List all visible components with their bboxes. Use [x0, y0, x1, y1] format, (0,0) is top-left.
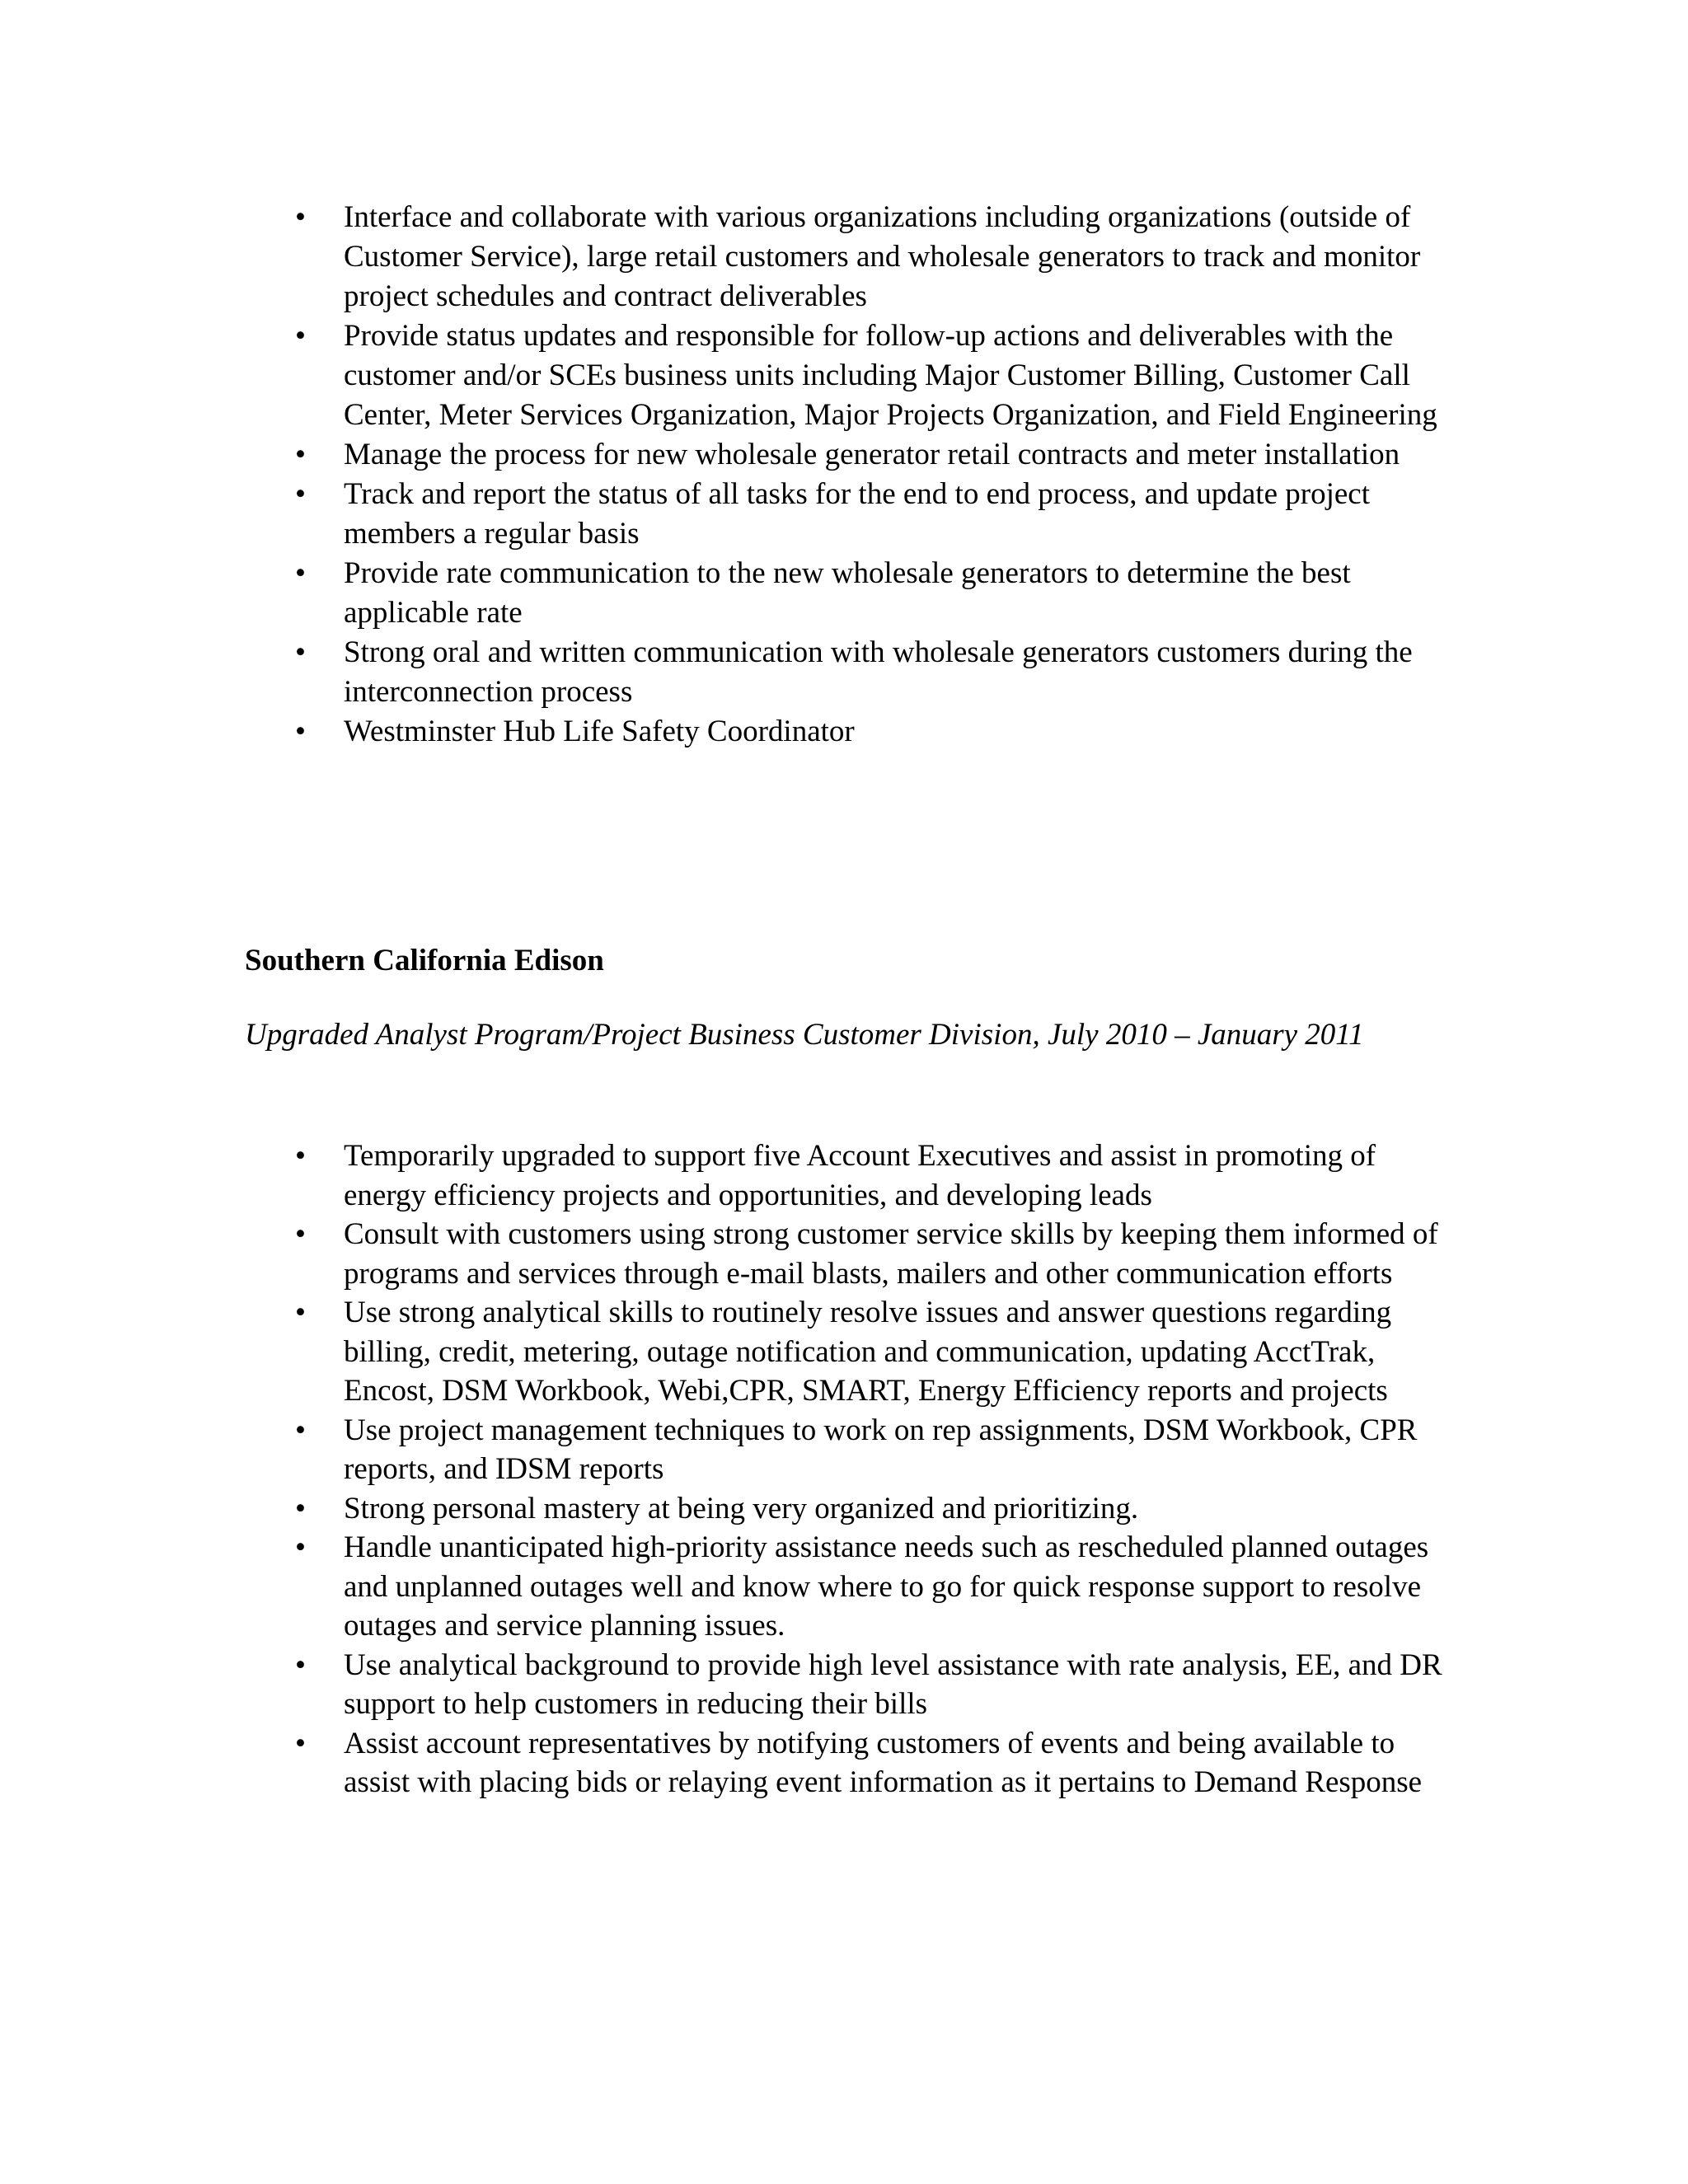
list-item — [0, 1528, 1448, 1646]
list-item — [0, 198, 1448, 316]
bullet-icon: • — [295, 1726, 306, 1760]
list-item-text: Assist account representatives by notifying customers of events and being available to assist with placing bids or relaying event information as it pertains to Demand Response — [344, 1726, 1423, 1799]
bullet-icon: • — [295, 1139, 306, 1173]
list-item — [0, 316, 1448, 435]
bullet-icon: • — [295, 715, 306, 748]
bullet-icon: • — [295, 1413, 306, 1447]
bullet-icon: • — [295, 635, 306, 669]
bullet-icon: • — [295, 438, 306, 471]
bullet-icon: • — [295, 200, 306, 234]
list-item-text: Consult with customers using strong customer service skills by keeping them informed of programs and services through e-mail blasts, mailers and other communication efforts — [344, 1217, 1438, 1291]
list-item — [0, 1489, 1448, 1529]
bullet-icon: • — [295, 477, 306, 511]
list-item-text: Provide rate communication to the new wholesale generators to determine the best applicable rate — [344, 556, 1351, 630]
bullet-icon: • — [295, 1296, 306, 1329]
bullet-icon: • — [295, 556, 306, 590]
bullet-icon: • — [295, 1217, 306, 1251]
list-item — [0, 554, 1448, 633]
position-title: Upgraded Analyst Program/Project Business Customer Division, July 2010 – January 2011 — [245, 1018, 1364, 1052]
list-item-text: Use project management techniques to work on rep assignments, DSM Workbook, CPR reports, and IDSM reports — [344, 1413, 1418, 1486]
list-item-text: Manage the process for new wholesale generator retail contracts and meter installation — [344, 438, 1400, 471]
list-item — [0, 1411, 1448, 1489]
list-item — [0, 435, 1448, 475]
list-item-text: Use strong analytical skills to routinely resolve issues and answer questions regarding billing, credit, metering, outage notification and communication, updating AcctTrak, Encost, DSM Workbook, Webi,CPR, SMART, Energy Efficiency reports and projects — [344, 1296, 1392, 1408]
list-item — [0, 1293, 1448, 1411]
company-heading: Southern California Edison — [245, 944, 604, 977]
responsibilities-list-upgraded-analyst — [0, 1137, 1688, 1802]
bullet-icon: • — [295, 319, 306, 353]
list-item — [0, 1724, 1448, 1802]
list-item-text: Strong personal mastery at being very organized and prioritizing. — [344, 1491, 1139, 1526]
bullet-icon: • — [295, 1647, 306, 1682]
bullet-icon: • — [295, 1530, 306, 1564]
list-item — [0, 1646, 1448, 1724]
list-item-text: Strong oral and written communication with wholesale generators customers during the interconnection process — [344, 635, 1413, 709]
list-item-text: Provide status updates and responsible for follow-up actions and deliverables with the customer and/or SCEs business units including Major Customer Billing, Customer Call Center, Meter Services Organization, Major Projects Organization, and Field Engineering — [344, 319, 1437, 432]
list-item-text: Track and report the status of all tasks for the end to end process, and update project members a regular basis — [344, 477, 1370, 551]
list-item — [0, 1137, 1448, 1215]
list-item — [0, 712, 1448, 752]
list-item — [0, 1215, 1448, 1293]
list-item-text: Westminster Hub Life Safety Coordinator — [344, 715, 855, 748]
list-item-text: Interface and collaborate with various organizations including organizations (outside of Customer Service), large retail customers and wholesale generators to track and monitor project schedules and contract deliverables — [344, 200, 1421, 313]
list-item — [0, 633, 1448, 712]
responsibilities-list-previous-role — [0, 198, 1688, 752]
list-item-text: Use analytical background to provide high level assistance with rate analysis, EE, and DR support to help customers in reducing their bills — [344, 1647, 1442, 1721]
list-item-text: Temporarily upgraded to support five Account Executives and assist in promoting of energy efficiency projects and opportunities, and developing leads — [344, 1139, 1376, 1212]
list-item-text: Handle unanticipated high-priority assistance needs such as rescheduled planned outages and unplanned outages well and know where to go for quick response support to resolve outages and service planning issues. — [344, 1530, 1429, 1643]
bullet-icon: • — [295, 1491, 306, 1526]
list-item — [0, 475, 1448, 554]
